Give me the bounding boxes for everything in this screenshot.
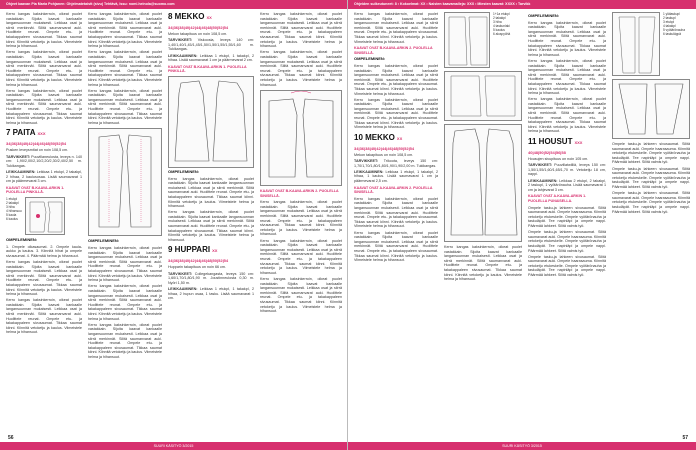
col2-sewing-text: Kerro kangas kaksinkerroin, oikeat puolet vastakkain. Sijoita kaavat kankaalle langansuunnan mukaisesti. Leikkaa osat ja siirrä merkinnät. Silitä saumanvarat auki. Huolittele reunat. Ompele etu- ja takakappaleen sivusaumat. Tikkaa saumat kiinni. Kiinnitä vetoketju ja kaulus. Viimeistele helma ja hihansuut.	[88, 246, 162, 283]
right-column-2	[444, 12, 522, 438]
right-column-1	[354, 12, 438, 438]
section-10-figure-block-1	[444, 12, 522, 68]
r-col1-pattern-note: KAAVAT OVAT B-KAAVA-ARKIN 2. PUOLELLA SINISELLÄ.	[354, 46, 433, 55]
section-9-intro: Hupparin takapituus on noin 66 cm.	[168, 265, 227, 270]
section-7-intro: Pusken leveysmitat on noin 108,5 cm.	[6, 148, 69, 153]
section-8-cutting: LEIKKAAMINEN: Leikkaa 1 etukpl, 1 takakpl, 2 hihaa. Lisää saumavarat 1 cm ja päärmevarat 2 cm.	[168, 53, 254, 63]
section-8-materials: TARVIKKEET: Viskoosia, leveys 140 cm: 1,40/1,40/1,45/1,45/1,50/1,50/1,55/1,55/1,60 m. Tukikangas.	[168, 38, 254, 52]
col4-paragraph: Kerro kangas kaksinkerroin, oikeat puolet vastakkain. Sijoita kaavat kankaalle langansuunnan mukaisesti. Leikkaa osat ja siirrä merkinnät. Silitä saumanvarat auki. Huolittele reunat. Ompele etu- ja takakappaleen sivusaumat. Tikkaa saumat kiinni. Kiinnitä vetoketju ja kaulus. Viimeistele helma ja hihansuut.	[260, 12, 342, 49]
section-10-intro: Mekon takapituus on noin 108,5 cm.	[354, 152, 414, 157]
right-column-4	[612, 12, 690, 438]
col4-paragraph-2: Kerro kangas kaksinkerroin, oikeat puolet vastakkain. Sijoita kaavat kankaalle langansuunnan mukaisesti. Leikkaa osat ja siirrä merkinnät. Silitä saumanvarat auki. Huolittele reunat. Ompele etu- ja takakappaleen sivusaumat. Tikkaa saumat kiinni. Kiinnitä vetoketju ja kaulus. Viimeistele helma ja hihansuut.	[260, 50, 342, 87]
section-11-intro: Housujen sivupituus on noin 105 cm.	[528, 157, 589, 162]
col2-sewing-text-2: Kerro kangas kaksinkerroin, oikeat puolet vastakkain. Sijoita kaavat kankaalle langansuunnan mukaisesti. Leikkaa osat ja siirrä merkinnät. Silitä saumanvarat auki. Huolittele reunat. Ompele etu- ja takakappaleen sivusaumat. Tikkaa saumat kiinni. Kiinnitä vetoketju ja kaulus. Viimeistele helma ja hihansuut.	[88, 284, 162, 321]
section-7-sewing-3: Kerro kangas kaksinkerroin, oikeat puolet vastakkain. Sijoita kaavat kankaalle langansuunnan mukaisesti. Leikkaa osat ja siirrä merkinnät. Silitä saumanvarat auki. Huolittele reunat. Ompele etu- ja takakappaleen sivusaumat. Tikkaa saumat kiinni. Kiinnitä vetoketju ja kaulus. Viimeistele helma ja hihansuut.	[6, 298, 82, 335]
trousers-pattern-diagram	[612, 79, 690, 139]
section-8-sewing: Kerro kangas kaksinkerroin, oikeat puolet vastakkain. Sijoita kaavat kankaalle langansuunnan mukaisesti. Leikkaa osat ja siirrä merkinnät. Silitä saumanvarat auki. Huolittele reunat. Ompele etu- ja takakappaleen sivusaumat. Tikkaa saumat kiinni. Kiinnitä vetoketju ja kaulus. Viimeistele helma ja hihansuut.	[168, 176, 254, 209]
section-7-title: 7 PAITA XXX 34|36|38|40|42|44|46|48|50|52|54	[6, 128, 67, 147]
section-11-title: 11 HOUSUT XXX 40|48|50|52|54|56|58	[528, 137, 583, 156]
section-9-pattern-note: KAAVAT OVAT B-KAAVA-ARKIN 2. PUOLELLA SINISELLÄ.	[260, 189, 339, 198]
col4-paragraph-5: Kerro kangas kaksinkerroin, oikeat puolet vastakkain. Sijoita kaavat kankaalle langansuunnan mukaisesti. Leikkaa osat ja siirrä merkinnät. Silitä saumanvarat auki. Huolittele reunat. Ompele etu- ja takakappaleen sivusaumat. Tikkaa saumat kiinni. Kiinnitä vetoketju ja kaulus. Viimeistele helma ja hihansuut.	[260, 276, 342, 314]
col2-sewing-text-3: Kerro kangas kaksinkerroin, oikeat puolet vastakkain. Sijoita kaavat kankaalle langansuunnan mukaisesti. Leikkaa osat ja siirrä merkinnät. Silitä saumanvarat auki. Huolittele reunat. Ompele etu- ja takakappaleen sivusaumat. Tikkaa saumat kiinni. Kiinnitä vetoketju ja kaulus. Viimeistele helma ja hihansuut.	[88, 322, 162, 359]
section-10-materials: TARVIKKEET: Trikoota, leveys 150 cm: 1,70/1,70/1,80/1,80/1,90/1,90/2,00 m. Tukikangas.	[354, 159, 438, 168]
section-9-title: 9 HUPPARI XX 34|36|38|40|42|44|46|48|50|52|54	[168, 245, 229, 264]
section-10-cutting: LEIKKAAMINEN: Leikkaa 1 etukpl, 1 takakpl, 2 hihaa, 1 kaulus. Lisää saumavarat 1 cm ja päärmevarat 2,5 cm.	[354, 169, 438, 183]
section-10-pattern-note: KAAVAT OVAT A-KAAVA-ARKIN 2. PUOLELLA SINISELLÄ.	[354, 185, 433, 195]
section-7-sewing-2: Kerro kangas kaksinkerroin, oikeat puolet vastakkain. Sijoita kaavat kankaalle langansuunnan mukaisesti. Leikkaa osat ja siirrä merkinnät. Silitä saumanvarat auki. Huolittele reunat. Ompele etu- ja takakappaleen sivusaumat. Tikkaa saumat kiinni. Kiinnitä vetoketju ja kaulus. Viimeistele helma ja hihansuut.	[6, 259, 82, 297]
section-8-title: 8 MEKKO XX 34|36|38|40|42|44|46|48|50|52|54	[168, 12, 229, 30]
col1-paragraph-2: Kerro kangas kaksinkerroin, oikeat puolet vastakkain. Sijoita kaavat kankaalle langansuunnan mukaisesti. Leikkaa osat ja siirrä merkinnät. Silitä saumanvarat auki. Huolittele reunat. Ompele etu- ja takakappaleen sivusaumat. Tikkaa saumat kiinni. Kiinnitä vetoketju ja kaulus. Viimeistele helma ja hihansuut.	[6, 50, 82, 87]
col1-paragraph-3: Kerro kangas kaksinkerroin, oikeat puolet vastakkain. Sijoita kaavat kankaalle langansuunnan mukaisesti. Leikkaa osat ja siirrä merkinnät. Silitä saumanvarat auki. Huolittele reunat. Ompele etu- ja takakappaleen sivusaumat. Tikkaa saumat kiinni. Kiinnitä vetoketju ja kaulus. Viimeistele helma ja hihansuut.	[6, 88, 82, 125]
section-8-sewing-heading: OMPELEMINEN:	[168, 168, 200, 174]
col1-paragraph: Kerro kangas kaksinkerroin, oikeat puolet vastakkain. Sijoita kaavat kankaalle langansuunnan mukaisesti. Leikkaa osat ja siirrä merkinnät. Silitä saumanvarat auki. Huolittele reunat. Ompele etu- ja takakappaleen sivusaumat. Tikkaa saumat kiinni. Kiinnitä vetoketju ja kaulus. Viimeistele helma ja hihansuut.	[6, 12, 82, 49]
trousers-layout-diagram	[612, 12, 660, 76]
r-col3-paragraph-3: Ompele tasku-ja lahkeen sivusaumat. Silitä saumavarat auki. Ompele haarasauma. Kiinnitä vetoketju etukeskelle. Ompele vyötärönauha ja taskuläpät. Tee napinläpi ja ompele nappi. Päärmää lahkeet. Silitä valmis työ.	[528, 254, 606, 278]
right-page	[348, 0, 696, 450]
section-7-pattern-note: KAAVAT OVAT B-KAAVA-ARKIN 1. PUOLELLA PINKILLÄ.	[6, 185, 65, 195]
section-7-layout-diagram	[25, 197, 65, 235]
right-page-number: 57	[682, 435, 688, 441]
section-11-figure-list: 1 ylätaskupl 2 taskupl 3 etukpl 4 takakpl 5 vyötärönauha 6 taskuläppä	[663, 12, 685, 36]
section-7-cutting: LEIKKAAMINEN: Leikkaa 1 etukpl, 2 takakpl, 2 hihaa, 2 kaulusosaa. Lisää saumavarat 1 cm ja päärmevarat 3 cm.	[6, 170, 82, 184]
section-8-pattern-note: KAAVAT OVAT B-KAAVA-ARKIN 1. PUOLELLA PINKILLÄ.	[168, 64, 247, 74]
r-col4-paragraph-2: Ompele tasku-ja lahkeen sivusaumat. Silitä saumavarat auki. Ompele haarasauma. Kiinnitä vetoketju etukeskelle. Ompele vyötärönauha ja taskuläpät. Tee napinläpi ja ompele nappi. Päärmää lahkeet. Silitä valmis työ.	[612, 166, 690, 189]
left-column-1	[6, 12, 82, 438]
left-page-number: 56	[8, 435, 14, 441]
section-11-materials: TARVIKKEET: Puuvillatwilliä, leveys 150 cm: 1,50/1,55/1,60/1,65/1,70 m. Vetoketju 18 cm, nappi.	[528, 163, 606, 177]
r-col4-paragraph-3: Ompele tasku-ja lahkeen sivusaumat. Silitä saumavarat auki. Ompele haarasauma. Kiinnitä vetoketju etukeskelle. Ompele vyötärönauha ja taskuläpät. Tee napinläpi ja ompele nappi. Päärmää lahkeet. Silitä valmis työ.	[612, 191, 690, 214]
r-col1-paragraph: Kerro kangas kaksinkerroin, oikeat puolet vastakkain. Sijoita kaavat kankaalle langansuunnan mukaisesti. Leikkaa osat ja siirrä merkinnät. Silitä saumanvarat auki. Huolittele reunat. Ompele etu- ja takakappaleen sivusaumat. Tikkaa saumat kiinni. Kiinnitä vetoketju ja kaulus. Viimeistele helma ja hihansuut.	[354, 12, 438, 44]
r-col3-paragraph: Ompele tasku-ja lahkeen sivusaumat. Silitä saumavarat auki. Ompele haarasauma. Kiinnitä vetoketju etukeskelle. Ompele vyötärönauha ja taskuläpät. Tee napinläpi ja ompele nappi. Päärmää lahkeet. Silitä valmis työ.	[528, 205, 606, 228]
r-col1-sewing-heading: OMPELEMINEN:	[354, 56, 386, 62]
r-col3-sewing-2: Kerro kangas kaksinkerroin, oikeat puolet vastakkain. Sijoita kaavat kankaalle langansuunnan mukaisesti. Leikkaa osat ja siirrä merkinnät. Silitä saumanvarat auki. Huolittele reunat. Ompele etu- ja takakappaleen sivusaumat. Tikkaa saumat kiinni. Kiinnitä vetoketju ja kaulus. Viimeistele helma ja hihansuut.	[528, 58, 606, 96]
r-col1-sewing: Kerro kangas kaksinkerroin, oikeat puolet vastakkain. Sijoita kaavat kankaalle langansuunnan mukaisesti. Leikkaa osat ja siirrä merkinnät. Silitä saumanvarat auki. Huolittele reunat. Ompele etu- ja takakappaleen sivusaumat. Tikkaa saumat kiinni. Kiinnitä vetoketju ja kaulus. Viimeistele helma ja hihansuut.	[354, 63, 438, 96]
r-col3-paragraph-2: Ompele tasku-ja lahkeen sivusaumat. Silitä saumavarat auki. Ompele haarasauma. Kiinnitä vetoketju etukeskelle. Ompele vyötärönauha ja taskuläpät. Tee napinläpi ja ompele nappi. Päärmää lahkeet. Silitä valmis työ.	[528, 230, 606, 253]
col4-paragraph-3: Kerro kangas kaksinkerroin, oikeat puolet vastakkain. Sijoita kaavat kankaalle langansuunnan mukaisesti. Leikkaa osat ja siirrä merkinnät. Silitä saumanvarat auki. Huolittele reunat. Ompele etu- ja takakappaleen sivusaumat. Tikkaa saumat kiinni. Kiinnitä vetoketju ja kaulus. Viimeistele helma ja hihansuut.	[260, 200, 342, 237]
hoodie-pattern-diagram	[260, 90, 342, 186]
r-col2-paragraph: Kerro kangas kaksinkerroin, oikeat puolet vastakkain. Sijoita kaavat kankaalle langansuunnan mukaisesti. Leikkaa osat ja siirrä merkinnät. Silitä saumanvarat auki. Huolittele reunat. Ompele etu- ja takakappaleen sivusaumat. Tikkaa saumat kiinni. Kiinnitä vetoketju ja kaulus. Viimeistele helma ja hihansuut.	[444, 245, 522, 282]
dress-pattern-diagram	[444, 124, 522, 242]
col2-paragraph-3: Kerro kangas kaksinkerroin, oikeat puolet vastakkain. Sijoita kaavat kankaalle langansuunnan mukaisesti. Leikkaa osat ja siirrä merkinnät. Silitä saumanvarat auki. Huolittele reunat. Ompele etu- ja takakappaleen sivusaumat. Tikkaa saumat kiinni. Kiinnitä vetoketju ja kaulus. Viimeistele helma ja hihansuut.	[88, 88, 162, 125]
section-10-layout-diagram-1	[444, 12, 490, 68]
section-8	[168, 12, 254, 74]
r-col1-sewing-2: Kerro kangas kaksinkerroin, oikeat puolet vastakkain. Sijoita kaavat kankaalle langansuunnan mukaisesti. Leikkaa osat ja siirrä merkinnät. Silitä saumanvarat auki. Huolittele reunat. Ompele etu- ja takakappaleen sivusaumat. Tikkaa saumat kiinni. Kiinnitä vetoketju ja kaulus. Viimeistele helma ja hihansuut.	[354, 97, 438, 130]
section-10-layout-diagram-2	[444, 71, 522, 121]
col2-paragraph: Kerro kangas kaksinkerroin, oikeat puolet vastakkain. Sijoita kaavat kankaalle langansuunnan mukaisesti. Leikkaa osat ja siirrä merkinnät. Silitä saumanvarat auki. Huolittele reunat. Ompele etu- ja takakappaleen sivusaumat. Tikkaa saumat kiinni. Kiinnitä vetoketju ja kaulus. Viimeistele helma ja hihansuut.	[88, 12, 162, 49]
col4-paragraph-4: Kerro kangas kaksinkerroin, oikeat puolet vastakkain. Sijoita kaavat kankaalle langansuunnan mukaisesti. Leikkaa osat ja siirrä merkinnät. Silitä saumanvarat auki. Huolittele reunat. Ompele etu- ja takakappaleen sivusaumat. Tikkaa saumat kiinni. Kiinnitä vetoketju ja kaulus. Viimeistele helma ja hihansuut.	[260, 238, 342, 275]
section-7-sewing-heading: OMPELEMINEN:	[6, 236, 38, 242]
section-10-figure-list: 1+1a etukpl 2 takakpl 3 hiha 4 taskunlaki 5 kaulus 6 aluspyöhä	[493, 12, 511, 36]
section-7	[6, 128, 82, 195]
col2-paragraph-2: Kerro kangas kaksinkerroin, oikeat puolet vastakkain. Sijoita kaavat kankaalle langansuunnan mukaisesti. Leikkaa osat ja siirrä merkinnät. Silitä saumanvarat auki. Huolittele reunat. Ompele etu- ja takakappaleen sivusaumat. Tikkaa saumat kiinni. Kiinnitä vetoketju ja kaulus. Viimeistele helma ja hihansuut.	[88, 50, 162, 87]
section-10-title: 10 MEKKO XX 34|36|38|40|42|44|46|48|50|52|54	[354, 132, 415, 151]
section-7-sewing: 1. Ompele olkasaumat. 2. Ompele kaula-aukko ja kaulus. 3. Kiinnitä hihat ja ompele sivusaumat. 4. Päärmää helma ja hihansuut.	[6, 244, 82, 258]
section-10	[354, 133, 438, 195]
section-11-cutting: LEIKKAAMINEN: Leikkaa 2 etukpl, 2 takakpl, 2 taskupl, 1 vyötärönauha. Lisää saumavarat 1 cm ja lahjevarat 3 cm.	[528, 178, 606, 192]
section-8-dress-diagram	[168, 76, 254, 168]
left-page-header: Ohjeet kaavan Pia Maria Pohjanen: Ohjelmatetaistt (sivu) Tehtävä, Issu: nomi.heinola@suomo.com	[0, 0, 347, 9]
col2-sewing-heading: OMPELEMINEN:	[88, 238, 120, 244]
left-column-3	[168, 12, 254, 438]
right-column-3	[528, 12, 606, 438]
section-11	[528, 137, 606, 204]
section-9	[168, 245, 254, 300]
section-7-materials: TARVIKKEET: Puuvillaneulosta, leveys n. 140 cm: 1,90/2,00/2,10/2,20/2,30/2,40/2,50 m. Tukikangas.	[6, 154, 82, 168]
section-9-cutting: LEIKKAAMINEN: Leikkaa 1 etukpl, 1 takakpl, 2 hihaa, 2 hupun osaa, 1 tasku. Lisää saumavarat 1 cm.	[168, 287, 254, 301]
r-col3-sewing-heading: OMPELEMINEN:	[528, 13, 560, 18]
right-page-footer: SUURI KÄSITYÖ 3/2015	[348, 442, 696, 450]
r-col1-paragraph-3: Kerro kangas kaksinkerroin, oikeat puolet vastakkain. Sijoita kaavat kankaalle langansuunnan mukaisesti. Leikkaa osat ja siirrä merkinnät. Silitä saumanvarat auki. Huolittele reunat. Ompele etu- ja takakappaleen sivusaumat. Tikkaa saumat kiinni. Kiinnitä vetoketju ja kaulus. Viimeistele helma ja hihansuut.	[354, 196, 438, 229]
shirt-pattern-diagram	[88, 128, 162, 236]
r-col1-paragraph-4: Kerro kangas kaksinkerroin, oikeat puolet vastakkain. Sijoita kaavat kankaalle langansuunnan mukaisesti. Leikkaa osat ja siirrä merkinnät. Silitä saumanvarat auki. Huolittele reunat. Ompele etu- ja takakappaleen sivusaumat. Tikkaa saumat kiinni. Kiinnitä vetoketju ja kaulus. Viimeistele helma ja hihansuut.	[354, 230, 438, 263]
r-col4-paragraph: Ompele tasku-ja lahkeen sivusaumat. Silitä saumavarat auki. Ompele haarasauma. Kiinnitä vetoketju etukeskelle. Ompele vyötärönauha ja taskuläpät. Tee napinläpi ja ompele nappi. Päärmää lahkeet. Silitä valmis työ.	[612, 142, 690, 165]
r-col3-sewing: Kerro kangas kaksinkerroin, oikeat puolet vastakkain. Sijoita kaavat kankaalle langansuunnan mukaisesti. Leikkaa osat ja siirrä merkinnät. Silitä saumanvarat auki. Huolittele reunat. Ompele etu- ja takakappaleen sivusaumat. Tikkaa saumat kiinni. Kiinnitä vetoketju ja kaulus. Viimeistele helma ja hihansuut.	[528, 20, 606, 57]
left-column-2	[88, 12, 162, 438]
section-11-pattern-note: KAAVAT OVAT A-KAAVA-ARKIN 1. PUOLELLA PUNAISELLA.	[528, 194, 587, 203]
section-7-figure-list: 1 etukpl 2 takakpl 3 hiha 4 hihansuu 5 kaula 6 kaulus	[6, 196, 22, 221]
left-page-footer: SUURI KÄSITYÖ 3/2015	[0, 442, 347, 450]
section-8-sewing-2: Kerro kangas kaksinkerroin, oikeat puolet vastakkain. Sijoita kaavat kankaalle langansuunnan mukaisesti. Leikkaa osat ja siirrä merkinnät. Silitä saumanvarat auki. Huolittele reunat. Ompele etu- ja takakappaleen sivusaumat. Tikkaa saumat kiinni. Kiinnitä vetoketju ja kaulus. Viimeistele helma ja hihansuut.	[168, 210, 254, 242]
section-7-figure-block	[6, 197, 82, 235]
section-11-figure-block	[612, 12, 690, 76]
section-8-intro: Mekon takapituus on noin 108,5 cm.	[168, 32, 228, 36]
section-9-materials: TARVIKKEET: Collegekangasta, leveys 150 cm: 1,60/1,70/1,80/1,90 m. Joustinneulosta 0,30 m. Nyöri 1,50 m.	[168, 271, 254, 285]
r-col3-sewing-3: Kerro kangas kaksinkerroin, oikeat puolet vastakkain. Sijoita kaavat kankaalle langansuunnan mukaisesti. Leikkaa osat ja siirrä merkinnät. Silitä saumanvarat auki. Huolittele reunat. Ompele etu- ja takakappaleen sivusaumat. Tikkaa saumat kiinni. Kiinnitä vetoketju ja kaulus. Viimeistele helma ja hihansuut.	[528, 97, 606, 134]
right-page-header: Ohjeiden sulkeutuneet: 8 • Kokoelmat: XX • Naisten kaavamalleja: XXX • Miesten kaavat: XXXX • Tarvikk	[348, 0, 696, 9]
left-column-4	[260, 12, 342, 438]
